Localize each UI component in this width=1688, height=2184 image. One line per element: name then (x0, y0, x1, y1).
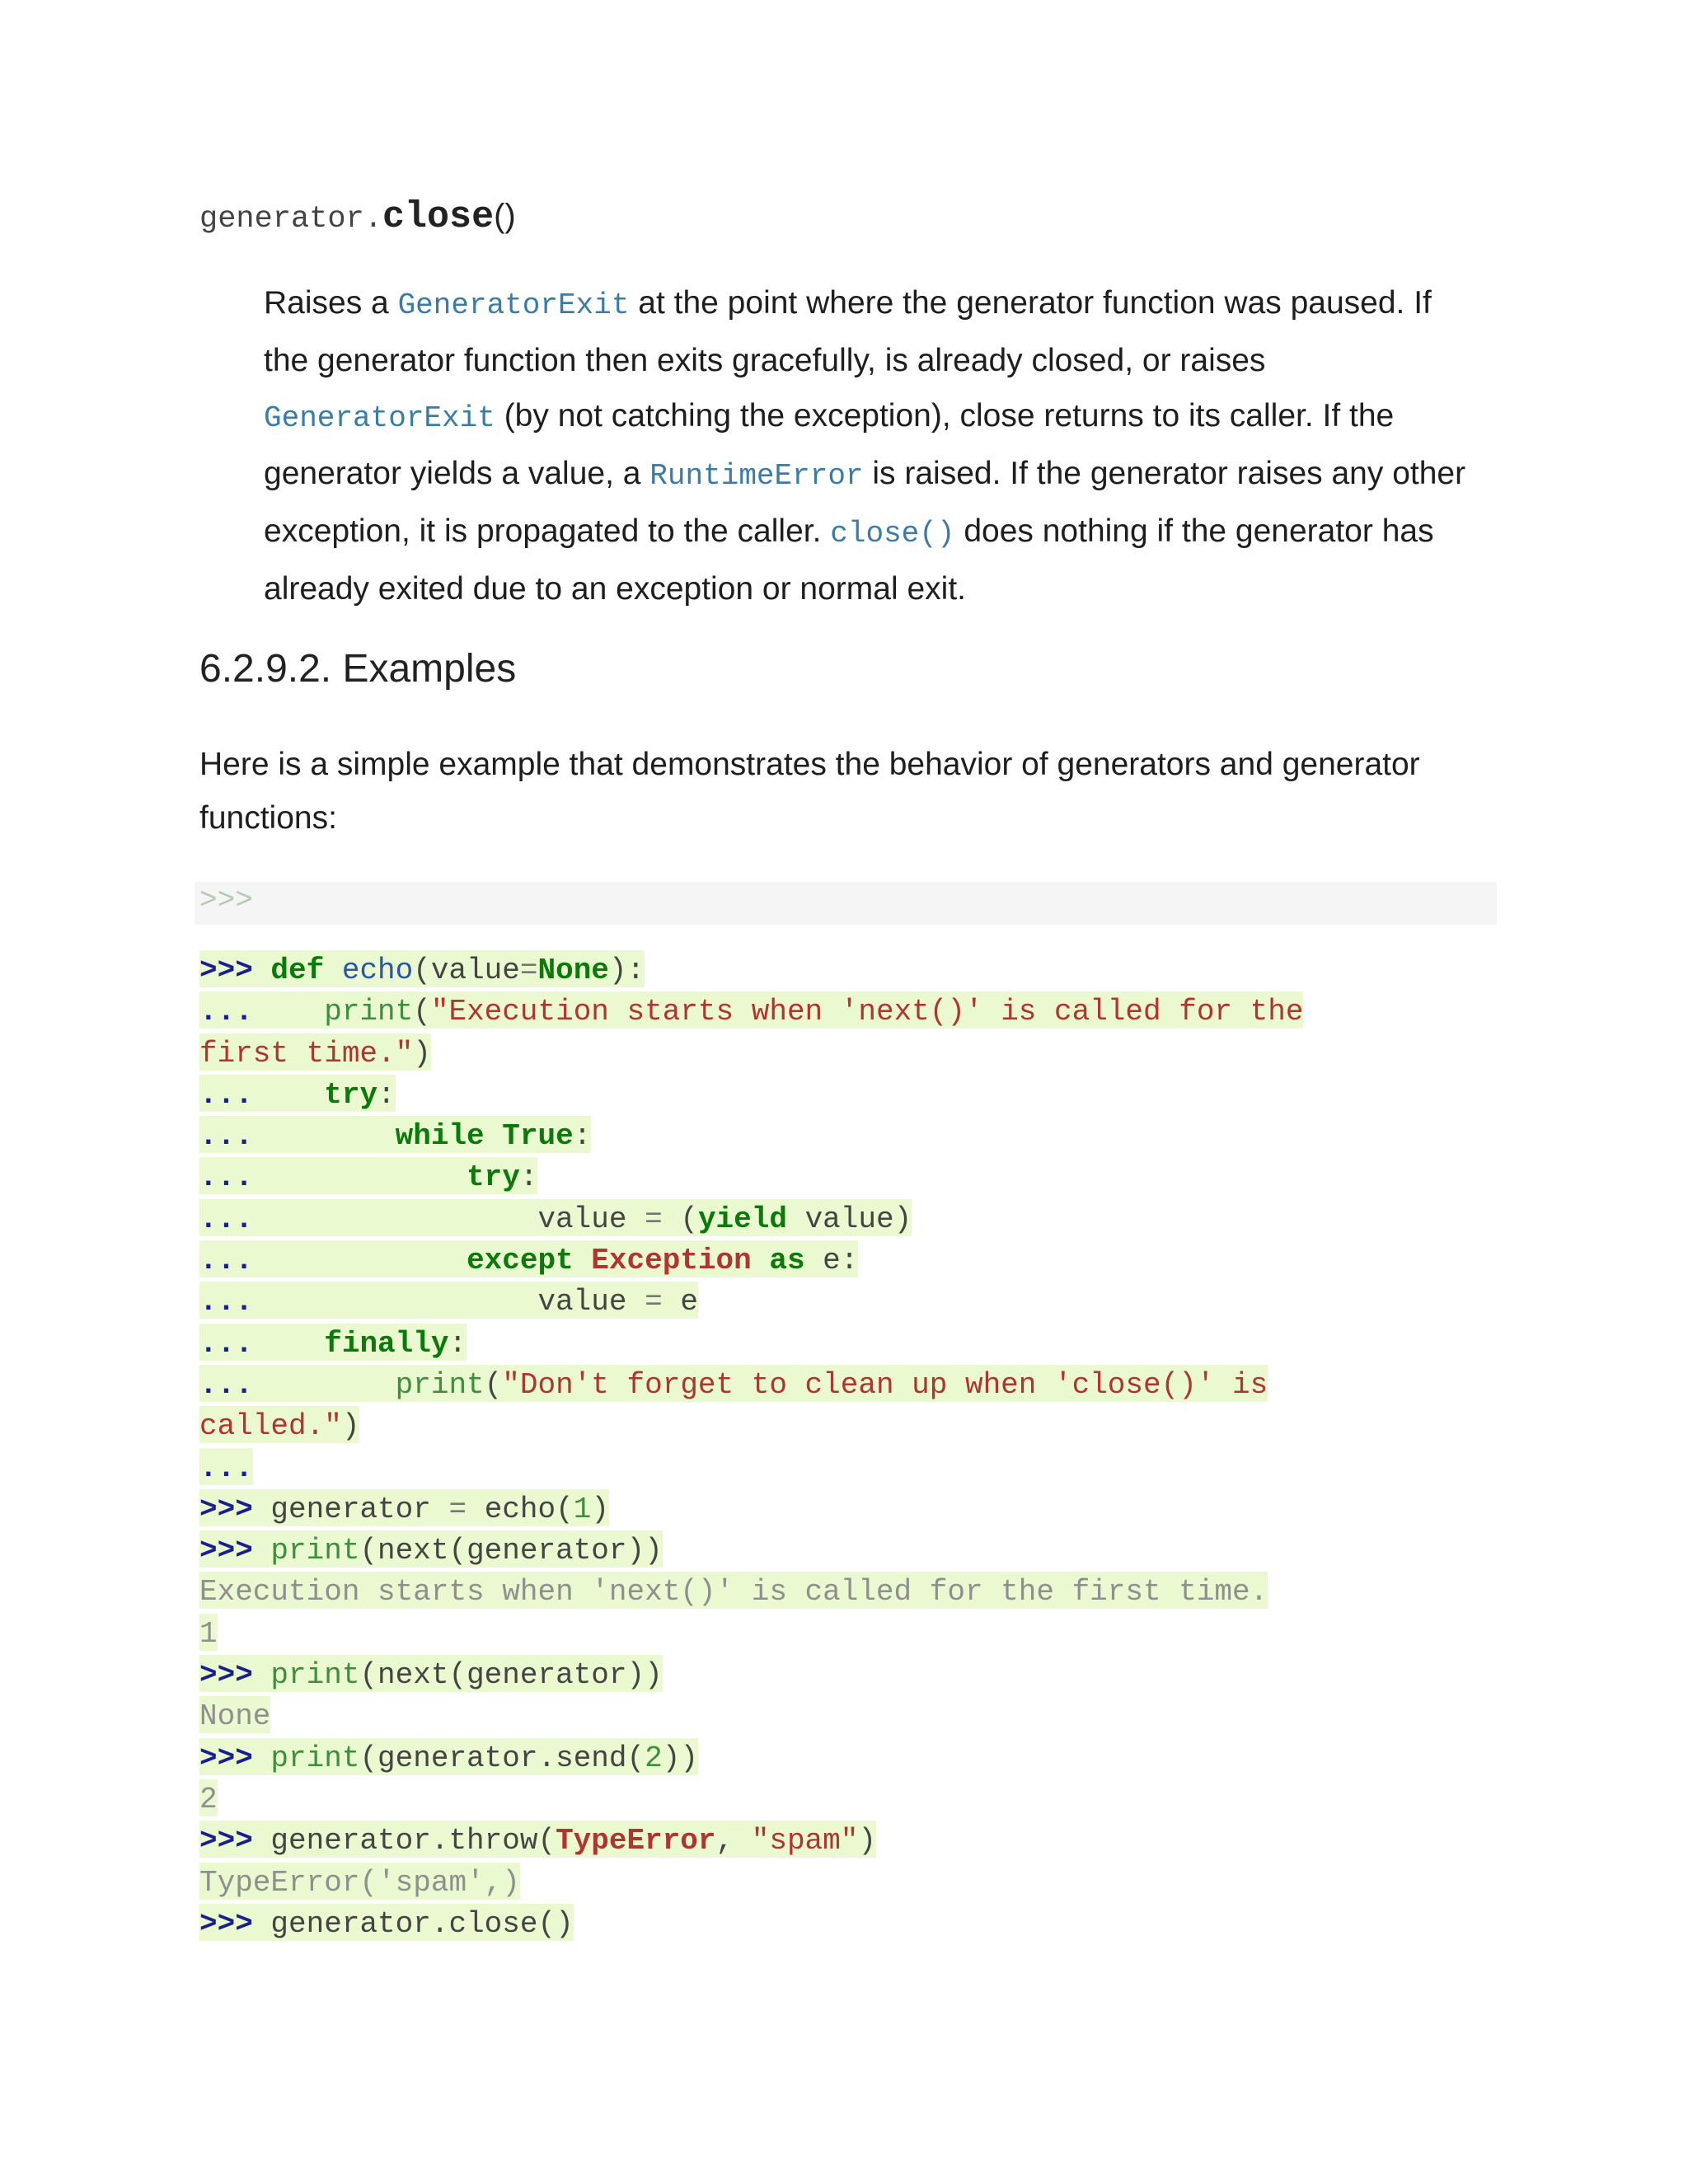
code-line: ... try: (199, 1157, 537, 1194)
generatorexit-link[interactable]: GeneratorExit (397, 288, 630, 322)
section-intro: Here is a simple example that demonstrates the behavior of generators and generator functions: (199, 747, 1420, 836)
code-output: None (199, 1696, 270, 1733)
desc-text: (by not catching the exception), close returns to its caller. If the generator yields a value, a (264, 398, 1395, 491)
code-line: ... finally: (199, 1324, 467, 1361)
code-line: ... except Exception as e: (199, 1240, 858, 1277)
code-line: ... print("Don't forget to clean up when 'close()' is (199, 1365, 1268, 1402)
close-method-link[interactable]: close() (830, 517, 955, 551)
signature-prefix: generator. (199, 202, 383, 237)
desc-text: is raised. If the generator raises any other exception, it is propagated to the caller. (264, 456, 1466, 549)
desc-text: does nothing if the generator has already exited due to an exception or normal exit. (264, 513, 1434, 607)
code-output: 1 (199, 1614, 218, 1651)
code-line: >>> generator.close() (199, 1904, 574, 1941)
code-line: ... value = (yield value) (199, 1199, 912, 1236)
code-line: first time.") (199, 1033, 431, 1071)
code-example (199, 950, 1303, 1945)
method-description (264, 275, 1484, 616)
section-heading: 6.2.9.2. Examples (199, 647, 517, 691)
method-signature (199, 196, 516, 238)
code-output: 2 (199, 1779, 218, 1816)
code-toolbar (195, 882, 1497, 925)
code-output: Execution starts when 'next()' is called for the first time. (199, 1572, 1268, 1609)
code-line: called.") (199, 1406, 359, 1443)
code-line: ... value = e (199, 1282, 698, 1319)
runtimeerror-link[interactable]: RuntimeError (649, 459, 864, 493)
code-line: >>> print(next(generator)) (199, 1655, 663, 1692)
signature-method: close (382, 196, 495, 238)
code-line: ... try: (199, 1075, 396, 1112)
code-line: >>> def echo(value=None): (199, 950, 645, 987)
code-line: ... while True: (199, 1116, 591, 1153)
code-line: >>> print(generator.send(2)) (199, 1738, 698, 1775)
code-line: >>> generator.throw(TypeError, "spam") (199, 1821, 876, 1858)
code-line: >>> print(next(generator)) (199, 1530, 663, 1568)
code-line: ... print("Execution starts when 'next()' is called for the (199, 991, 1303, 1029)
desc-text: Raises a (264, 285, 398, 321)
code-output: TypeError('spam',) (199, 1863, 520, 1900)
code-line: ... (199, 1448, 253, 1485)
code-line: >>> generator = echo(1) (199, 1489, 609, 1526)
desc-text: at the point where the generator function was paused. If the generator function then exits gracefully, is already closed, or raises (264, 285, 1432, 378)
copy-prompt-toggle[interactable]: >>> (199, 883, 253, 917)
signature-parens: () (494, 198, 516, 234)
generatorexit-link[interactable]: GeneratorExit (264, 401, 495, 435)
